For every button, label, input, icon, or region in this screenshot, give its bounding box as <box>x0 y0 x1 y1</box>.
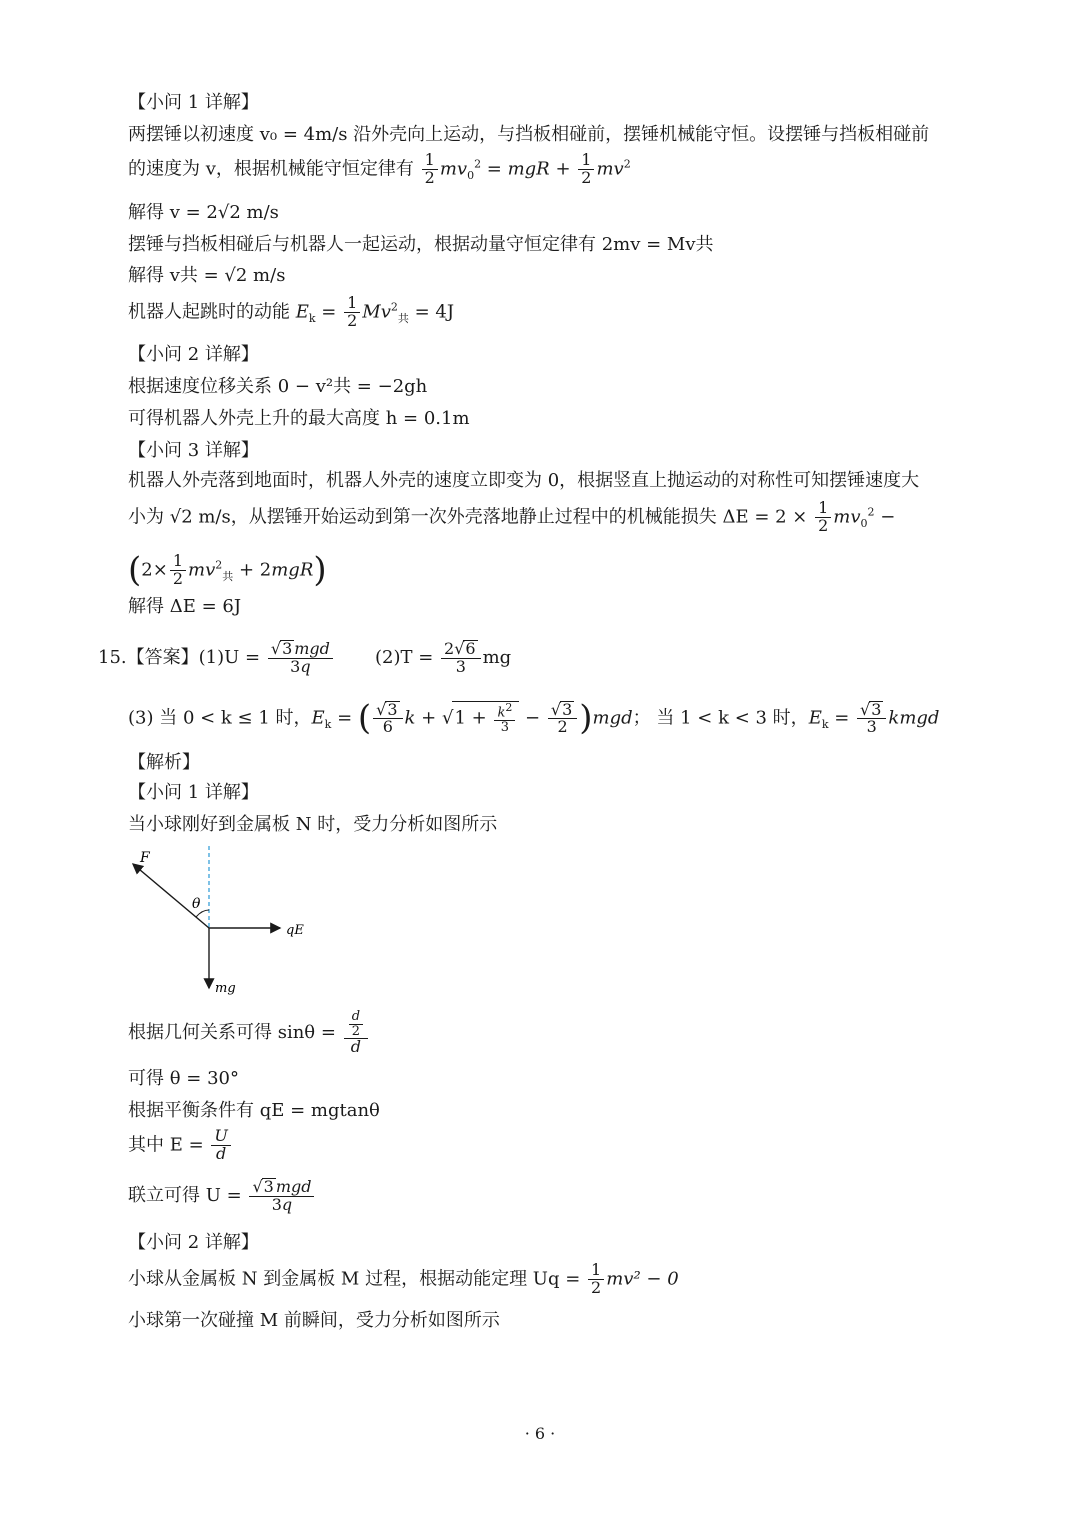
q15-sub1-header: 【小问 1 详解】 <box>128 782 259 803</box>
q15-sub2-line2: 小球第一次碰撞 M 前瞬间，受力分析如图所示 <box>128 1310 500 1331</box>
p1-line5: 解得 v共 = √2 m/s <box>128 265 286 286</box>
p2-line2: 可得机器人外壳上升的最大高度 h = 0.1m <box>128 408 470 429</box>
label-theta: θ <box>192 896 201 912</box>
analysis-label: 【解析】 <box>128 752 200 773</box>
p1-line3: 解得 v = 2√2 m/s <box>128 202 279 223</box>
q15-sub2-header: 【小问 2 详解】 <box>128 1232 259 1253</box>
label-f: F <box>140 850 150 866</box>
label-mg: mg <box>215 981 236 996</box>
e-line: 其中 E = $\frac{U}{d}$ <box>128 1128 233 1163</box>
sub1-header: 【小问 1 详解】 <box>128 92 259 113</box>
page-number: · 6 · <box>524 1424 556 1443</box>
geo-line: 根据几何关系可得 sinθ = $\frac{\frac{d}{2}}{d}$ <box>128 1010 370 1056</box>
sub2-header: 【小问 2 详解】 <box>128 344 259 365</box>
q15-answer-line: 15.【答案】(1)U = $\frac{\text{√3 mgd}}{3q}$ (2)T = $\frac{2√6}{3}$ mg <box>98 639 512 676</box>
force-diagram <box>118 840 318 1000</box>
balance-line: 根据平衡条件有 qE = mgtanθ <box>128 1100 380 1121</box>
p1-line4: 摆锤与挡板相碰后与机器人一起运动，根据动量守恒定律有 2mv = Mv共 <box>128 234 714 255</box>
p3-line3: (2× $\frac{1}{2}$ $mv^2_共 + 2mgR$) <box>128 550 327 590</box>
theta-line: 可得 θ = 30° <box>128 1068 239 1089</box>
p1-line6: 机器人起跳时的动能 $E_k$ = $\frac{1}{2}$ $Mv^2_共 = 4J$ <box>128 293 455 330</box>
sub3-header: 【小问 3 详解】 <box>128 440 259 461</box>
p1-line2: 的速度为 v，根据机械能守恒定律有 $\frac{1}{2}$ $mv_0^2$ = mgR + $\frac{1}{2}$ $mv^2$ <box>128 150 631 187</box>
p3-line4: 解得 ΔE = 6J <box>128 596 242 617</box>
p2-line1: 根据速度位移关系 0 − v²共 = −2gh <box>128 376 428 397</box>
p3-line1: 机器人外壳落到地面时，机器人外壳的速度立即变为 0，根据竖直上抛运动的对称性可知摆锤速度大 <box>128 470 920 491</box>
p1-line1: 两摆锤以初速度 v₀ = 4m/s 沿外壳向上运动，与挡板相碰前，摆锤机械能守恒。设摆锤与挡板相碰前 <box>128 124 930 145</box>
p3-line2: 小为 √2 m/s，从摆锤开始运动到第一次外壳落地静止过程中的机械能损失 ΔE = 2 × $\frac{1}{2}$ $mv_0^2$ − <box>128 498 896 535</box>
q15-sub2-line1: 小球从金属板 N 到金属板 M 过程，根据动能定理 Uq = $\frac{1}{2}$ mv² − 0 <box>128 1260 679 1297</box>
label-qe: qE <box>286 923 304 938</box>
u-line: 联立可得 U = $\frac{\text{√3 mgd}}{3q}$ <box>128 1178 316 1214</box>
q15-answer-3: (3) 当 0 < k ≤ 1 时，$E_k$ = ( $\frac{√3}{6}$ k + √1 + $\frac{k^2}{3}$ − $\frac{√3}{2}$ )mgd； 当 1 < k < 3 时，$E_k$ = $\frac{√3}{3}$ kmgd <box>128 698 940 738</box>
q15-sub1-line1: 当小球刚好到金属板 N 时，受力分析如图所示 <box>128 814 498 835</box>
